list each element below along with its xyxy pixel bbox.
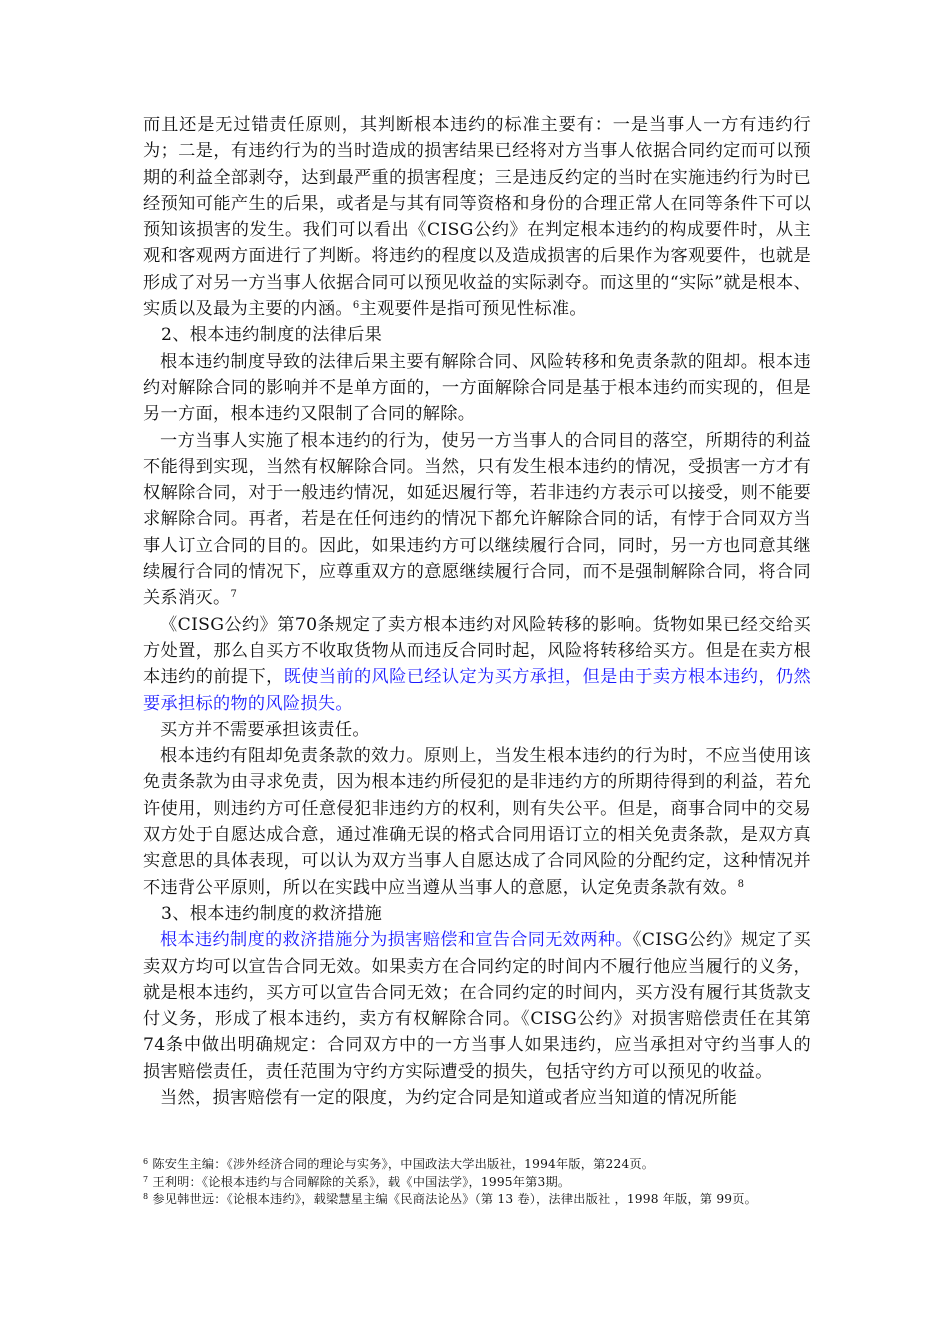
footnote-ref[interactable]: 6 — [352, 300, 360, 312]
paragraph-criteria — [143, 112, 811, 322]
document-body — [143, 112, 811, 1111]
footnotes — [143, 1156, 811, 1209]
footnote — [143, 1174, 811, 1192]
section-heading-legal-consequences: 2、根本违约制度的法律后果 — [161, 325, 383, 346]
paragraph-text: 而且还是无过错责任原则，其判断根本违约的标准主要有：一是当事人一方有违约行为；二是，有违约行为的当时造成的损害结果已经将对方当事人依据合同约定而可以预期的利益全部剥夺，达到最严重的损害程度；三是违反约定的当时在实施违约行为时已经预知可能产生的后果，或者是与其有同等资格和身份的合理正常人在同等条件下可以预知该损害的发生。我们可以看出《CISG公约》在判定根本违约的构成要件时，从主观和客观两方面进行了判断。将违约的程度以及造成损害的后果作为客观要件，也就是形成了对另一方当事人依据合同可以预见收益的实际剥夺。而这里的“实际”就是根本、实质以及最为主要的内涵。 — [143, 115, 811, 320]
paragraph-buyer-not-liable: 买方并不需要承担该责任。 — [160, 719, 370, 740]
footnote-text: 参见韩世远：《论根本违约》，载梁慧星主编《民商法论丛》（第 13 卷），法律出版社 ，1998 年版，第 99页。 — [152, 1192, 758, 1206]
paragraph-text: 《CISG公约》规定了买卖双方均可以宣告合同无效。如果卖方在合同约定的时间内不履行他应当履行的义务，就是根本违约，买方可以宣告合同无效；在合同约定的时间内，买方没有履行其货款支付义务，形成了根本违约，卖方有权解除合同。《CISG公约》对损害赔偿责任在其第74条中做出明确规定：合同双方中的一方当事人如果违约，应当承担对守约当事人的损害赔偿责任，责任范围为守约方实际遭受的损失，包括守约方可以预见的收益。 — [143, 930, 811, 1082]
paragraph-remedies — [143, 927, 811, 1085]
paragraph-text: 根本违约有阻却免责条款的效力。原则上，当发生根本违约的行为时，不应当使用该免责条款为由寻求免责，因为根本违约所侵犯的是非违约方的所期待得到的利益，若允许使用，则违约方可任意侵犯非违约方的权利，则有失公平。但是，商事合同中的交易双方处于自愿达成合意，通过准确无误的格式合同用语订立的相关免责条款，是双方真实意思的具体表现，可以认为双方当事人自愿达成了合同风险的分配约定，这种情况并不违背公平原则，所以在实践中应当遵从当事人的意愿，认定免责条款有效。 — [143, 746, 811, 898]
highlighted-text: 根本违约制度的救济措施分为损害赔偿和宣告合同无效两种。 — [160, 930, 633, 951]
paragraph-consequences-overview: 根本违约制度导致的法律后果主要有解除合同、风险转移和免责条款的阻却。根本违约对解除合同的影响并不是单方面的，一方面解除合同是基于根本违约而实现的，但是另一方面，根本违约又限制了合同的解除。 — [143, 351, 811, 425]
paragraph-exemption-clause — [143, 743, 811, 901]
paragraph-risk-transfer — [143, 612, 811, 717]
paragraph-contract-termination — [143, 428, 811, 612]
paragraph-text: 主观要件是指可预见性标准。 — [359, 299, 587, 320]
footnote-text: 陈安生主编：《涉外经济合同的理论与实务》，中国政法大学出版社，1994年版，第224页。 — [152, 1157, 655, 1171]
highlighted-text: 既使当前的风险已经认定为买方承担，但是由于卖方根本违约，仍然要承担标的物的风险损失。 — [143, 667, 811, 714]
section-heading-remedies: 3、根本违约制度的救济措施 — [161, 903, 383, 924]
paragraph-text: 《CISG公约》第70条规定了卖方根本违约对风险转移的影响。货物如果已经交给买方处置，那么自买方不收取货物从而违反合同时起，风险将转移给买方。但是在卖方根本违约的前提下， — [143, 614, 811, 688]
footnote — [143, 1191, 811, 1209]
paragraph-text: 一方当事人实施了根本违约的行为，使另一方当事人的合同目的落空，所期待的利益不能得到实现，当然有权解除合同。当然，只有发生根本违约的情况，受损害一方才有权解除合同，对于一般违约情况，如延迟履行等，若非违约方表示可以接受，则不能要求解除合同。再者，若是在任何违约的情况下都允许解除合同的话，有悖于合同双方当事人订立合同的目的。因此，如果违约方可以继续履行合同，同时，另一方也同意其继续履行合同的情况下，应尊重双方的意愿继续履行合同，而不是强制解除合同，将合同关系消灭。 — [143, 430, 811, 609]
footnote — [143, 1156, 811, 1174]
footnote-text: 王利明：《论根本违约与合同解除的关系》，载《中国法学》，1995年第3期。 — [152, 1174, 571, 1189]
paragraph-damages-limit: 当然，损害赔偿有一定的限度，为约定合同是知道或者应当知道的情况所能 — [160, 1087, 738, 1108]
footnote-ref[interactable]: 7 — [230, 589, 238, 601]
footnote-number: 8 — [143, 1192, 149, 1201]
footnote-number: 6 — [143, 1157, 149, 1166]
footnote-number: 7 — [143, 1174, 149, 1184]
footnote-ref[interactable]: 8 — [737, 878, 745, 890]
